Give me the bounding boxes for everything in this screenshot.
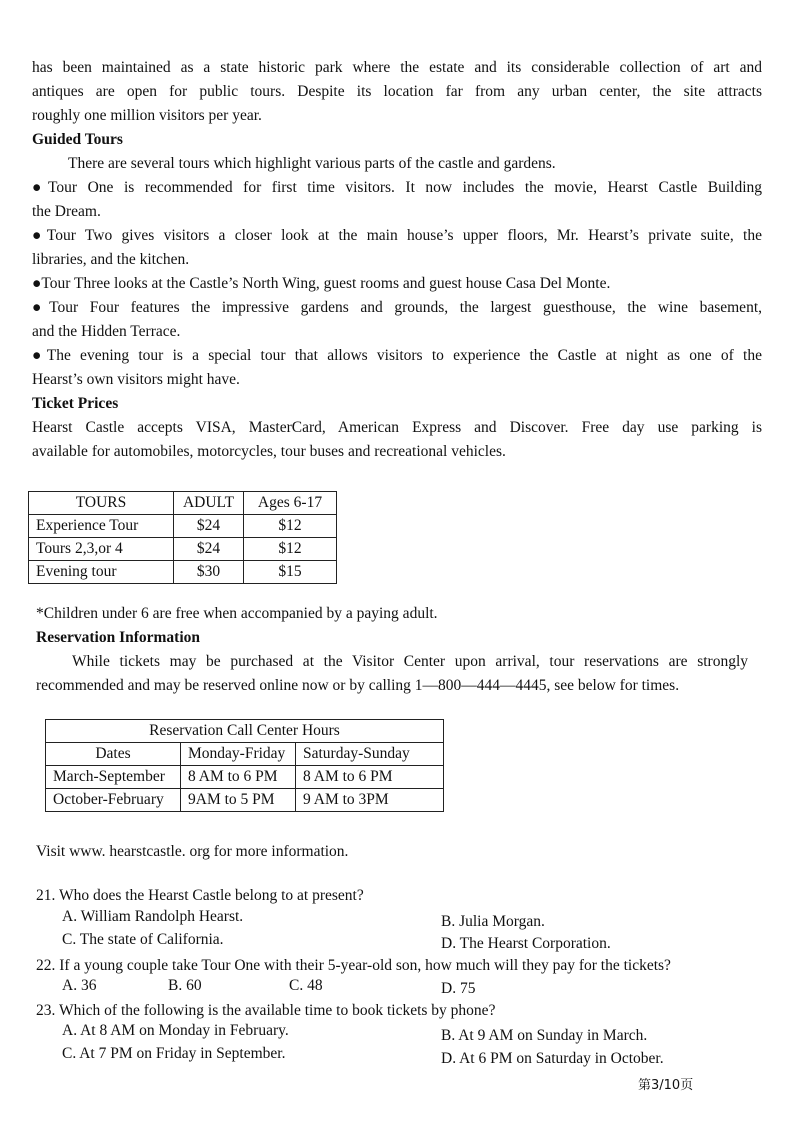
table-cell: $12 xyxy=(244,515,337,538)
ticket-price-table xyxy=(28,491,337,584)
table-row xyxy=(46,789,444,812)
table-cell: $15 xyxy=(244,561,337,584)
table-header-cell: Ages 6-17 xyxy=(244,492,337,515)
table-row xyxy=(29,515,337,538)
question-23-option-a: A. At 8 AM on Monday in February. xyxy=(62,1022,289,1039)
table-cell: 9AM to 5 PM xyxy=(181,789,296,812)
table-cell: 9 AM to 3PM xyxy=(296,789,444,812)
intro-line-3: roughly one million visitors per year. xyxy=(32,107,262,124)
question-22-option-d: D. 75 xyxy=(441,980,476,997)
question-23-option-c: C. At 7 PM on Friday in September. xyxy=(62,1045,286,1062)
question-22-option-a: A. 36 xyxy=(62,977,97,994)
table-header-cell: TOURS xyxy=(29,492,174,515)
table-cell: Evening tour xyxy=(29,561,174,584)
guided-tours-intro: There are several tours which highlight various parts of the castle and gardens. xyxy=(68,155,556,172)
table-cell: $30 xyxy=(174,561,244,584)
question-23-option-d: D. At 6 PM on Saturday in October. xyxy=(441,1050,664,1067)
question-21-option-d: D. The Hearst Corporation. xyxy=(441,935,611,952)
table-cell: March-September xyxy=(46,766,181,789)
tour-two-line-2: libraries, and the kitchen. xyxy=(32,251,190,268)
evening-tour-line-1: ●The evening tour is a special tour that allows visitors to experience the Castle at night as one of the xyxy=(32,347,762,364)
question-22-option-c: C. 48 xyxy=(289,977,323,994)
tour-one-line-1: ●Tour One is recommended for first time visitors. It now includes the movie, Hearst Castle Building xyxy=(32,179,762,196)
table-cell: $24 xyxy=(174,515,244,538)
ticket-prices-line-1: Hearst Castle accepts VISA, MasterCard, American Express and Discover. Free day use parking is xyxy=(32,419,762,436)
question-21-stem: 21. Who does the Hearst Castle belong to at present? xyxy=(36,887,364,904)
table-header-cell: Dates xyxy=(46,743,181,766)
reservation-heading: Reservation Information xyxy=(36,629,201,646)
tour-three-line: ●Tour Three looks at the Castle’s North Wing, guest rooms and guest house Casa Del Monte. xyxy=(32,275,611,292)
evening-tour-line-2: Hearst’s own visitors might have. xyxy=(32,371,240,388)
table-cell: Experience Tour xyxy=(29,515,174,538)
ticket-prices-line-2: available for automobiles, motorcycles, tour buses and recreational vehicles. xyxy=(32,443,506,460)
question-21-option-a: A. William Randolph Hearst. xyxy=(62,908,244,925)
page-number: 第3/10页 xyxy=(638,1078,694,1093)
table-title-row xyxy=(46,720,444,743)
table-title: Reservation Call Center Hours xyxy=(46,720,444,743)
reservation-line-2: recommended and may be reserved online now or by calling 1—800—444—4445, see below for times. xyxy=(36,677,680,694)
table-cell: 8 AM to 6 PM xyxy=(296,766,444,789)
table-cell: October-February xyxy=(46,789,181,812)
tour-four-line-2: and the Hidden Terrace. xyxy=(32,323,181,340)
table-cell: $24 xyxy=(174,538,244,561)
tour-one-line-2: the Dream. xyxy=(32,203,101,220)
question-21-option-c: C. The state of California. xyxy=(62,931,224,948)
tour-four-line-1: ●Tour Four features the impressive gardens and grounds, the largest guesthouse, the wine basement, xyxy=(32,299,762,316)
tour-two-line-1: ●Tour Two gives visitors a closer look at the main house’s upper floors, Mr. Hearst’s private suite, the xyxy=(32,227,762,244)
table-header-row xyxy=(46,743,444,766)
guided-tours-heading: Guided Tours xyxy=(32,131,123,148)
intro-line-1: has been maintained as a state historic park where the estate and its considerable collection of art and xyxy=(32,59,762,76)
visit-website-line: Visit www. hearstcastle. org for more information. xyxy=(36,843,349,860)
question-23-option-b: B. At 9 AM on Sunday in March. xyxy=(441,1027,648,1044)
call-center-hours-table xyxy=(45,719,444,812)
table-cell: 8 AM to 6 PM xyxy=(181,766,296,789)
table-row xyxy=(29,561,337,584)
intro-line-2: antiques are open for public tours. Despite its location far from any urban center, the site attracts xyxy=(32,83,762,100)
table-row xyxy=(29,538,337,561)
question-21-option-b: B. Julia Morgan. xyxy=(441,913,545,930)
children-free-note: *Children under 6 are free when accompanied by a paying adult. xyxy=(36,605,438,622)
question-22-stem: 22. If a young couple take Tour One with their 5-year-old son, how much will they pay for the tickets? xyxy=(36,957,671,974)
table-cell: $12 xyxy=(244,538,337,561)
table-cell: Tours 2,3,or 4 xyxy=(29,538,174,561)
question-22-option-b: B. 60 xyxy=(168,977,202,994)
ticket-prices-heading: Ticket Prices xyxy=(32,395,119,412)
table-header-cell: Monday-Friday xyxy=(181,743,296,766)
question-23-stem: 23. Which of the following is the available time to book tickets by phone? xyxy=(36,1002,496,1019)
table-header-row xyxy=(29,492,337,515)
table-header-cell: Saturday-Sunday xyxy=(296,743,444,766)
table-row xyxy=(46,766,444,789)
table-header-cell: ADULT xyxy=(174,492,244,515)
reservation-line-1: While tickets may be purchased at the Visitor Center upon arrival, tour reservations are strongly xyxy=(72,653,748,670)
